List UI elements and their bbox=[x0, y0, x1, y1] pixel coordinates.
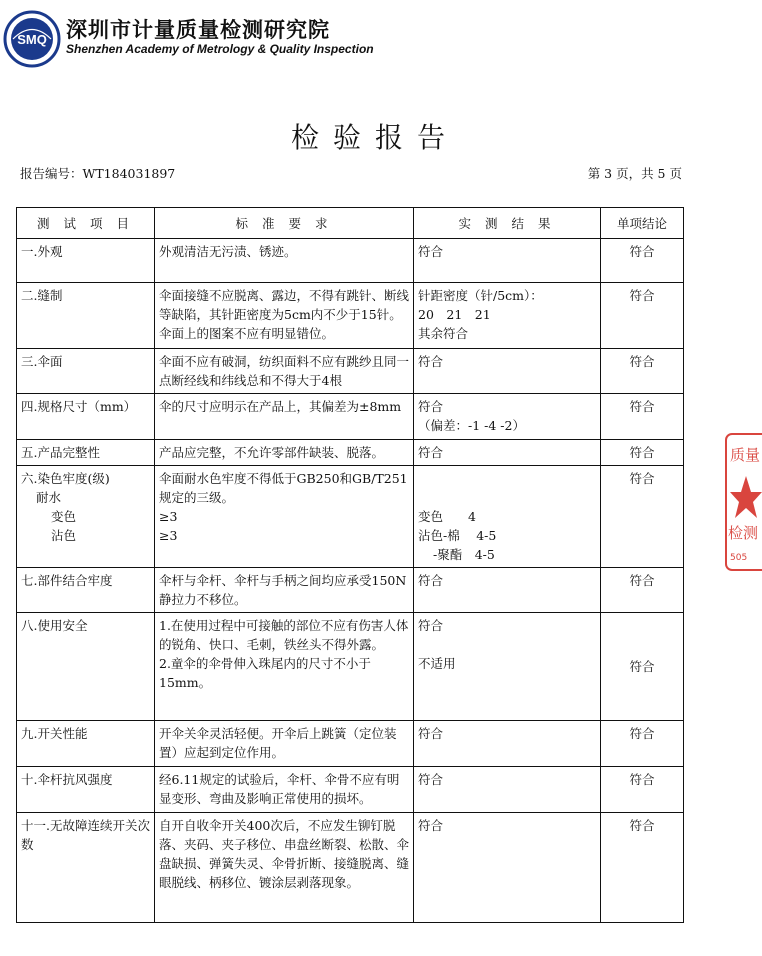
report-number: 报告编号：WT184031897 bbox=[20, 166, 176, 181]
result-cell bbox=[414, 283, 601, 349]
item-sub: 变色 bbox=[51, 509, 77, 524]
item-cell: 三.伞面 bbox=[17, 349, 155, 394]
conclusion-text: 符合 bbox=[629, 659, 655, 674]
logo-text: SMQ bbox=[17, 32, 47, 47]
item-title: 六.染色牢度(级) bbox=[21, 471, 110, 486]
item-cell: 一.外观 bbox=[17, 239, 155, 283]
col-header-conclusion: 单项结论 bbox=[601, 208, 684, 239]
result-line: （偏差：-1 -4 -2） bbox=[418, 418, 525, 433]
table-row bbox=[17, 440, 684, 466]
result-cell: 符合 bbox=[414, 568, 601, 613]
result-cell bbox=[414, 466, 601, 568]
result-cell: 符合 bbox=[414, 721, 601, 767]
table-header-row bbox=[17, 208, 684, 239]
conclusion-cell: 符合 bbox=[601, 767, 684, 813]
table-row bbox=[17, 813, 684, 923]
table-row bbox=[17, 394, 684, 440]
col-header-result: 实 测 结 果 bbox=[414, 208, 601, 239]
conclusion-cell: 符合 bbox=[601, 394, 684, 440]
requirement-cell bbox=[155, 613, 414, 721]
result-cell: 符合 bbox=[414, 349, 601, 394]
requirement-cell bbox=[155, 466, 414, 568]
conclusion-cell: 符合 bbox=[601, 813, 684, 923]
seal-text: 检测 bbox=[728, 524, 759, 542]
result-line: 针距密度（针/5cm）： bbox=[418, 288, 543, 303]
item-cell: 九.开关性能 bbox=[17, 721, 155, 767]
requirement-text: 2.童伞的伞骨伸入珠尾内的尺寸不小于15mm。 bbox=[159, 656, 371, 690]
conclusion-cell: 符合 bbox=[601, 721, 684, 767]
item-cell bbox=[17, 466, 155, 568]
result-line: -聚酯 4-5 bbox=[433, 547, 495, 562]
seal-text: 505 bbox=[730, 553, 748, 563]
item-cell: 五.产品完整性 bbox=[17, 440, 155, 466]
result-cell bbox=[414, 613, 601, 721]
conclusion-cell: 符合 bbox=[601, 239, 684, 283]
table-row bbox=[17, 568, 684, 613]
inspection-table bbox=[16, 207, 684, 923]
requirement-cell: 经6.11规定的试验后，伞杆、伞骨不应有明显变形、弯曲及影响正常使用的损坏。 bbox=[155, 767, 414, 813]
result-line: 符合 bbox=[418, 399, 444, 414]
result-cell: 符合 bbox=[414, 440, 601, 466]
result-line: 其余符合 bbox=[418, 326, 469, 341]
requirement-cell: 产品应完整，不允许零部件缺装、脱落。 bbox=[155, 440, 414, 466]
table-row bbox=[17, 613, 684, 721]
item-sub: 沾色 bbox=[51, 528, 77, 543]
conclusion-cell: 符合 bbox=[601, 283, 684, 349]
col-header-requirement: 标 准 要 求 bbox=[155, 208, 414, 239]
result-line: 沾色-棉 4-5 bbox=[418, 528, 497, 543]
conclusion-cell bbox=[601, 613, 684, 721]
org-name-cn: 深圳市计量质量检测研究院 bbox=[66, 18, 330, 42]
col-header-item: 测 试 项 目 bbox=[17, 208, 155, 239]
item-cell: 十.伞杆抗风强度 bbox=[17, 767, 155, 813]
item-cell: 二.缝制 bbox=[17, 283, 155, 349]
org-name-en: Shenzhen Academy of Metrology & Quality Inspection bbox=[66, 42, 374, 56]
seal-text: 质量 bbox=[730, 446, 761, 464]
conclusion-cell: 符合 bbox=[601, 466, 684, 568]
table-row bbox=[17, 239, 684, 283]
table-row bbox=[17, 283, 684, 349]
conclusion-cell: 符合 bbox=[601, 568, 684, 613]
official-seal-icon bbox=[722, 432, 762, 572]
report-title: 检验报告 bbox=[290, 121, 459, 154]
result-cell: 符合 bbox=[414, 767, 601, 813]
result-cell: 符合 bbox=[414, 239, 601, 283]
requirement-cell: 伞面接缝不应脱离、露边，不得有跳针、断线等缺陷，其针距密度为5cm内不少于15针。伞面上的图案不应有明显错位。 bbox=[155, 283, 414, 349]
table-row bbox=[17, 466, 684, 568]
item-cell: 八.使用安全 bbox=[17, 613, 155, 721]
table-row bbox=[17, 349, 684, 394]
table-row bbox=[17, 721, 684, 767]
requirement-cell: 伞的尺寸应明示在产品上，其偏差为±8mm bbox=[155, 394, 414, 440]
smq-logo-icon bbox=[3, 10, 61, 68]
conclusion-cell: 符合 bbox=[601, 440, 684, 466]
item-cell: 七.部件结合牢度 bbox=[17, 568, 155, 613]
result-cell: 符合 bbox=[414, 813, 601, 923]
requirement-sub: ≥3 bbox=[159, 509, 178, 524]
requirement-cell: 伞杆与伞杆、伞杆与手柄之间均应承受150N静拉力不移位。 bbox=[155, 568, 414, 613]
result-cell bbox=[414, 394, 601, 440]
result-line: 20 21 21 bbox=[418, 307, 491, 322]
result-line: 不适用 bbox=[418, 656, 456, 671]
requirement-text: 伞面耐水色牢度不得低于GB250和GB/T251规定的三级。 bbox=[159, 471, 408, 505]
requirement-cell: 开伞关伞灵活轻便。开伞后上跳簧（定位装置）应起到定位作用。 bbox=[155, 721, 414, 767]
requirement-sub: ≥3 bbox=[159, 528, 178, 543]
result-line: 符合 bbox=[418, 618, 444, 633]
item-sub: 耐水 bbox=[36, 490, 62, 505]
requirement-cell: 伞面不应有破洞，纺织面料不应有跳纱且同一点断经线和纬线总和不得大于4根 bbox=[155, 349, 414, 394]
requirement-cell: 外观清洁无污渍、锈迹。 bbox=[155, 239, 414, 283]
item-cell: 四.规格尺寸（mm） bbox=[17, 394, 155, 440]
letterhead bbox=[0, 0, 750, 70]
conclusion-cell: 符合 bbox=[601, 349, 684, 394]
result-line: 变色 4 bbox=[418, 509, 476, 524]
requirement-cell: 自开自收伞开关400次后，不应发生铆钉脱落、夹码、夹子移位、串盘丝断裂、松散、伞盘缺损、弹簧失灵、伞骨折断、接缝脱离、缝眼脱线、柄移位、镀涂层剥落现象。 bbox=[155, 813, 414, 923]
table-row bbox=[17, 767, 684, 813]
requirement-text: 1.在使用过程中可接触的部位不应有伤害人体的锐角、快口、毛刺，铁丝头不得外露。 bbox=[159, 618, 409, 652]
page-info: 第 3 页，共 5 页 bbox=[587, 166, 682, 181]
item-cell: 十一.无故障连续开关次数 bbox=[17, 813, 155, 923]
